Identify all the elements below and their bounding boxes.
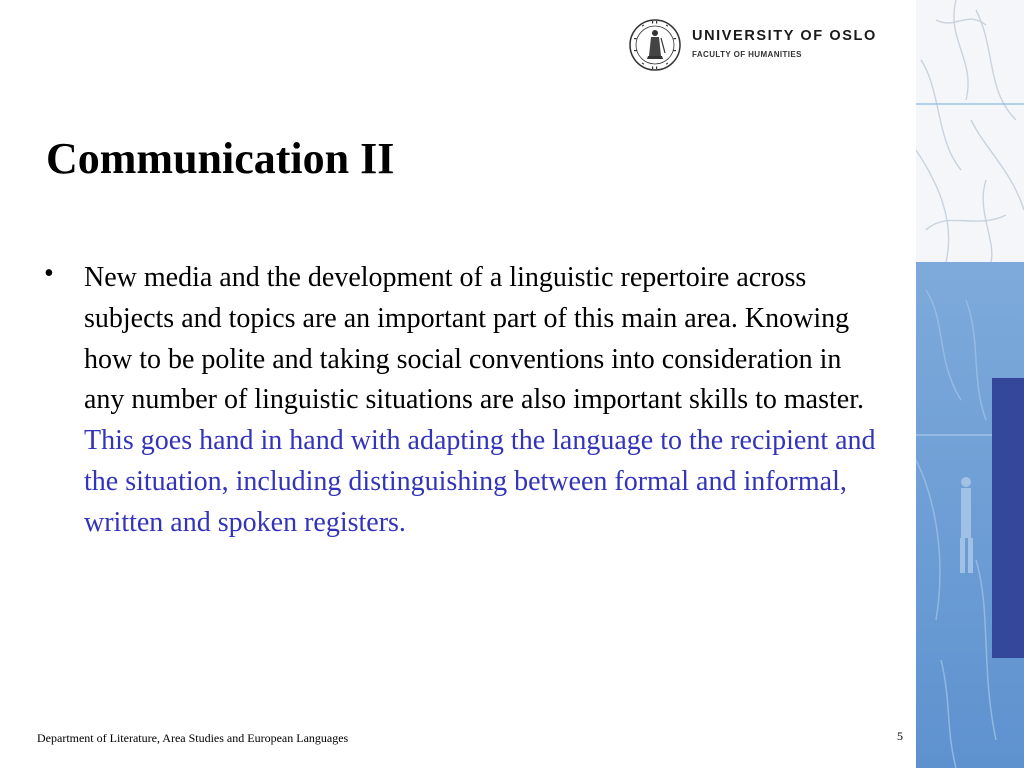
bullet-text-black: New media and the development of a linguistic repertoire across subjects and topics are an important part of this main area. Knowing how to be polite and taking social conventions into consideration in any number of linguistic situations are also important skills to master. bbox=[84, 262, 864, 416]
faculty-name: FACULTY OF HUMANITIES bbox=[692, 50, 802, 59]
university-logo bbox=[628, 18, 888, 74]
university-seal-icon bbox=[628, 18, 682, 72]
bullet-paragraph bbox=[84, 258, 884, 544]
bullet-text-highlight: This goes hand in hand with adapting the language to the recipient and the situation, including distinguishing between formal and informal, written and spoken registers. bbox=[84, 425, 876, 538]
page-number: 5 bbox=[897, 729, 903, 743]
decorative-side-panel bbox=[916, 0, 1024, 768]
slide-title: Communication II bbox=[46, 134, 395, 183]
university-name: UNIVERSITY OF OSLO bbox=[692, 28, 877, 44]
footer-department: Department of Literature, Area Studies and European Languages bbox=[37, 731, 349, 745]
bullet-symbol: • bbox=[44, 258, 54, 289]
side-panel-graphic bbox=[916, 0, 1024, 768]
